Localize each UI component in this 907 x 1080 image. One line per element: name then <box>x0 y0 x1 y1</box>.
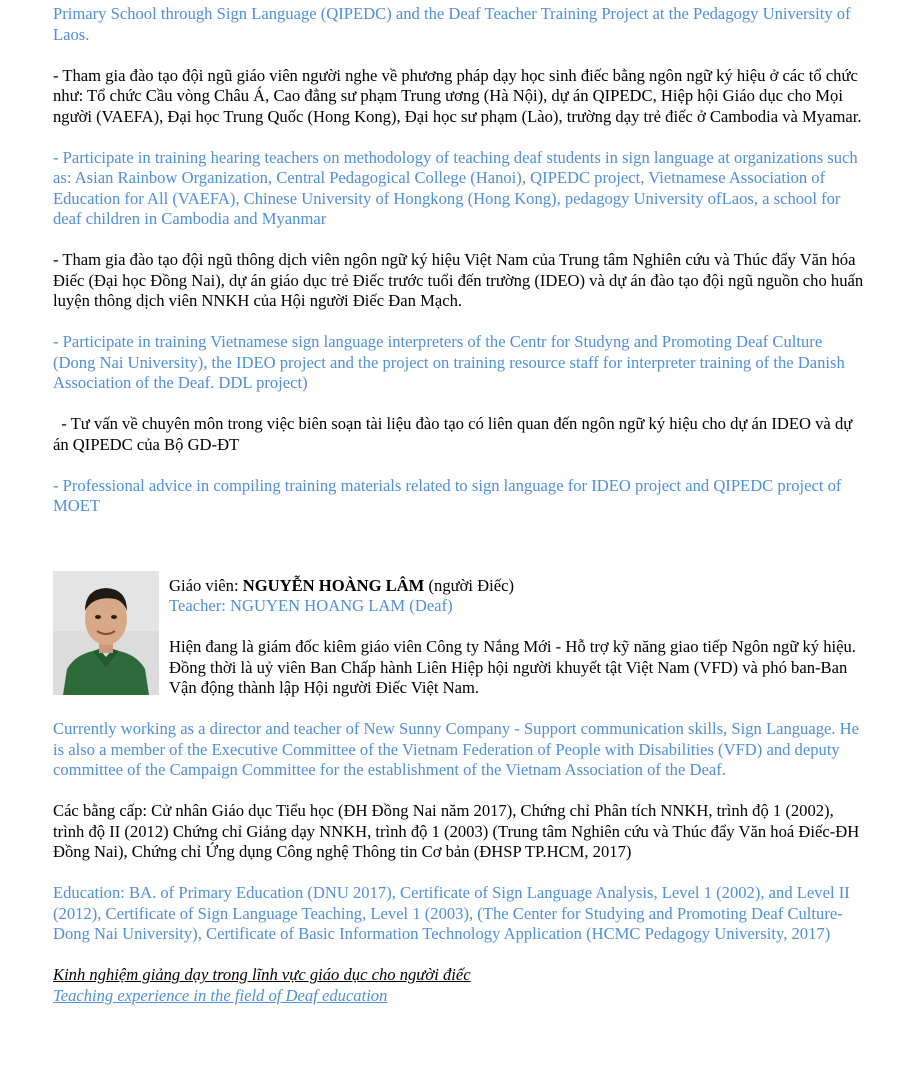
teacher-name-vi: NGUYỄN HOÀNG LÂM <box>242 575 425 595</box>
paragraph-vi-training-teachers: - Tham gia đào tạo đội ngũ giáo viên người nghe về phương pháp dạy học sinh điếc bằng ngôn ngữ ký hiệu ở các tổ chức như: Tổ chức Cầu vòng Châu Á, Cao đẳng sư phạm Trung ương (Hà Nội), dự án QIPEDC, Hiệp hội Giáo dục cho Mọi người (VAEFA), Đại học Trung Quốc (Hong Kong), Đại học sư phạm (Lào), trường dạy trẻ điếc ở Cambodia và Myamar. <box>53 65 862 126</box>
teacher-label-vi: Giáo viên: <box>169 575 243 595</box>
teacher-bio-vi: Hiện đang là giám đốc kiêm giáo viên Công ty Nắng Mới - Hỗ trợ kỹ năng giao tiếp Ngôn ngữ ký hiệu. Đồng thời là uỷ viên Ban Chấp hành Liên Hiệp hội người khuyết tật Việt Nam (VFD) và phó ban-Ban Vận động thành lập Hội người Điếc Việt Nam. <box>169 637 856 697</box>
teacher-photo <box>53 571 159 695</box>
paragraph-vi-professional-advice: - Tư vấn về chuyên môn trong việc biên soạn tài liệu đào tạo có liên quan đến ngôn ngữ ký hiệu cho dự án IDEO và dự án QIPEDC của Bộ GD-ĐT <box>53 414 857 454</box>
experience-heading-vi: Kinh nghiệm giảng dạy trong lĩnh vực giáo dục cho người điếc <box>53 965 471 984</box>
teacher-heading-en: Teacher: NGUYEN HOANG LAM (Deaf) <box>169 596 453 615</box>
teacher-education-vi: Các bằng cấp: Cử nhân Giáo dục Tiểu học (ĐH Đồng Nai năm 2017), Chứng chỉ Phân tích NNKH, trình độ 1 (2002), trình độ II (2012) Chứng chỉ Giảng dạy NNKH, trình độ 1 (2003) (Trung tâm Nghiên cứu và Thúc đẩy Văn hoá Điếc-ĐH Đồng Nai), Chứng chỉ Ứng dụng Công nghệ Thông tin Cơ bản (ĐHSP TP.HCM, 2017) <box>53 801 860 861</box>
paragraph-en-training-teachers: - Participate in training hearing teachers on methodology of teaching deaf students in sign language at organizations such as: Asian Rainbow Organization, Central Pedagogical College (Hanoi), QIPEDC project, Vietnamese Association of Education for All (VAEFA), Chinese University of Hongkong (Hong Kong), pedagogy University ofLaos, a school for deaf children in Cambodia and Myanmar <box>53 147 858 228</box>
teacher-profile <box>53 576 865 699</box>
document-page <box>53 4 865 1006</box>
teacher-note-vi: (người Điếc) <box>424 575 514 595</box>
teacher-bio-en: Currently working as a director and teacher of New Sunny Company - Support communication skills, Sign Language. He is also a member of the Executive Committee of the Vietnam Federation of People with Disabilities (VFD) and deputy committee of the Campaign Committee for the establishment of the Vietnam Association of the Deaf. <box>53 719 860 779</box>
teacher-education-en: Education: BA. of Primary Education (DNU 2017), Certificate of Sign Language Analysis, Level 1 (2002), and Level II (2012), Certificate of Sign Language Teaching, Level 1 (2003), (The Center for Studying and Promoting Deaf Culture-Dong Nai University), Certificate of Basic Information Technology Application (HCMC Pedagogy University, 2017) <box>53 883 850 943</box>
paragraph-en-professional-advice: - Professional advice in compiling training materials related to sign language for IDEO project and QIPEDC project of MOET <box>53 475 842 515</box>
paragraph-vi-training-interpreters: - Tham gia đào tạo đội ngũ thông dịch viên ngôn ngữ ký hiệu Việt Nam của Trung tâm Nghiên cứu và Thúc đẩy Văn hóa Điếc (Đại học Đồng Nai), dự án giáo dục trẻ Điếc trước tuổi đến trường (IDEO) và dự án đào tạo đội ngũ nguồn cho huấn luyện thông dịch viên NNKH của Hội người Điếc Đan Mạch. <box>53 250 864 310</box>
experience-heading-en: Teaching experience in the field of Deaf education <box>53 985 388 1005</box>
paragraph-en-training-interpreters: - Participate in training Vietnamese sign language interpreters of the Centr for Studyng and Promoting Deaf Culture (Dong Nai University), the IDEO project and the project on training resource staff for interpreter training of the Danish Association of the Deaf. DDL project) <box>53 332 845 392</box>
teacher-heading-vi <box>169 576 865 597</box>
paragraph-en-intro: Primary School through Sign Language (QIPEDC) and the Deaf Teacher Training Project at the Pedagogy University of Laos. <box>53 4 851 44</box>
